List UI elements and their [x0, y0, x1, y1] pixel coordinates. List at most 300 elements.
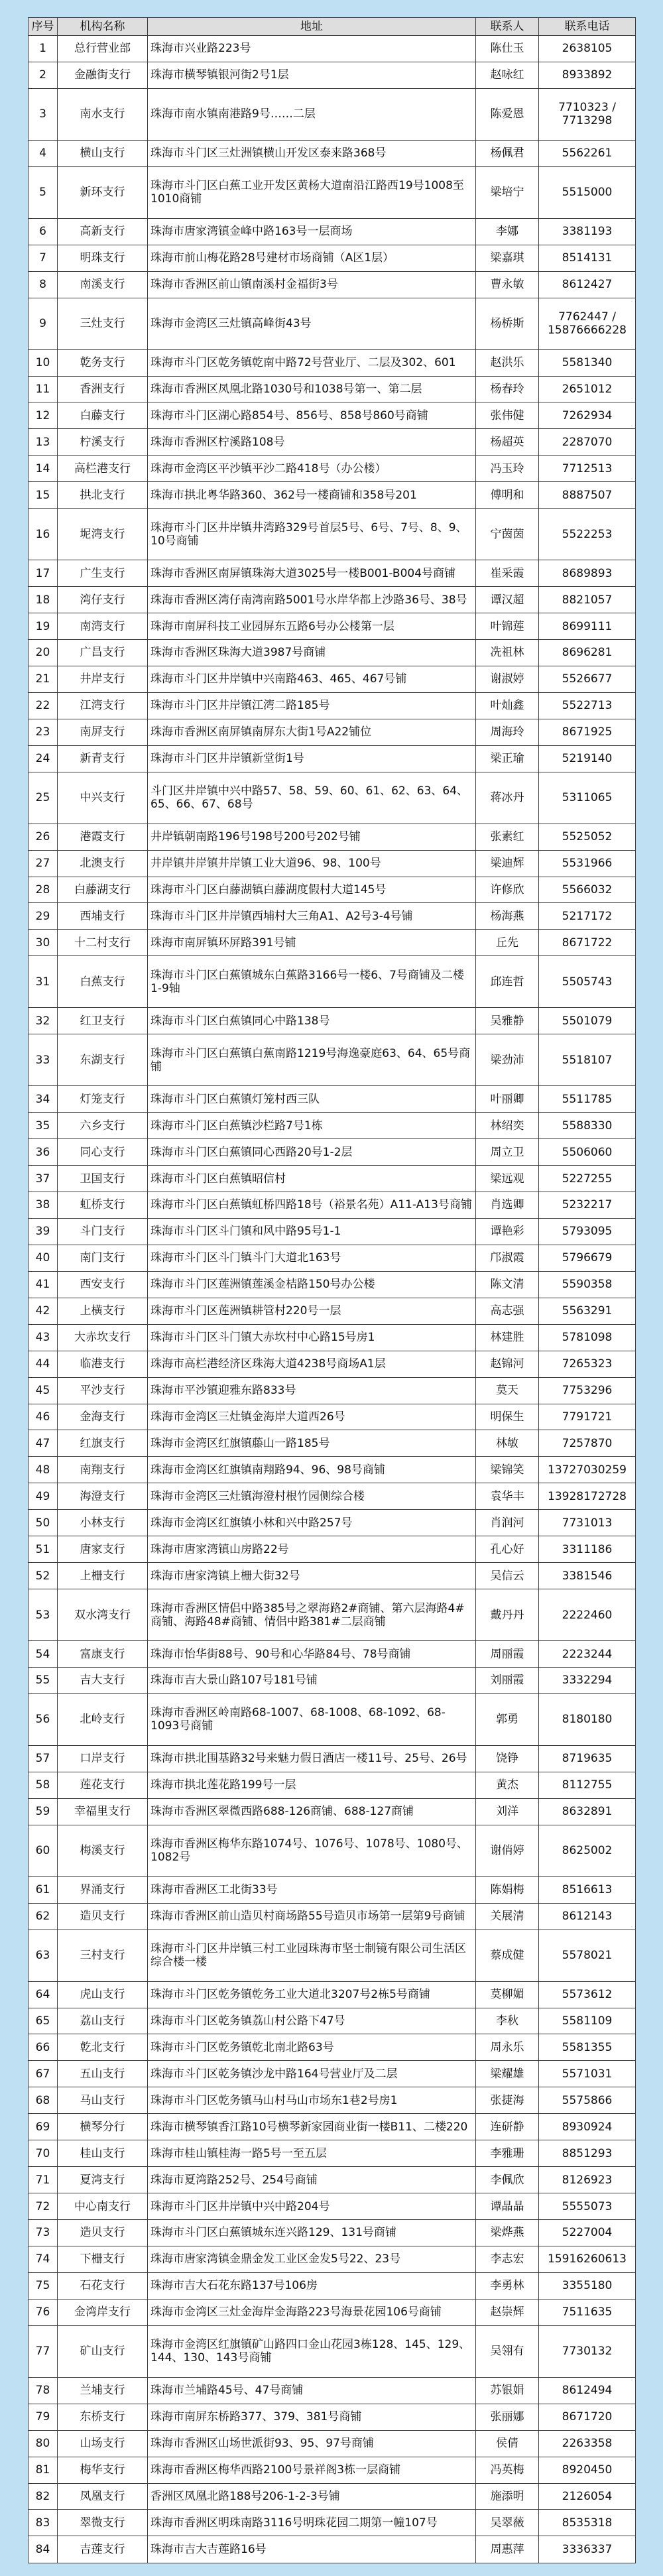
branch-address: 珠海市斗门区乾务镇荔山村公路下47号: [148, 2008, 476, 2034]
branch-address: 珠海市斗门区斗门镇斗门大道北163号: [148, 1245, 476, 1271]
contact-phone: 7262934: [539, 402, 636, 429]
row-number: 42: [29, 1298, 58, 1324]
contact-person: 刘丽霞: [476, 1668, 539, 1694]
branch-address: 珠海市南水镇南港路9号……二层: [148, 88, 476, 140]
table-row: [29, 218, 636, 245]
contact-person: 苏银娟: [476, 2377, 539, 2404]
contact-person: 吴翠薇: [476, 2510, 539, 2536]
contact-person: 杨春玲: [476, 376, 539, 402]
table-row: [29, 1034, 636, 1086]
branch-address: 珠海市香洲区山场世派街93、95、97号商铺: [148, 2430, 476, 2457]
branch-name: 南湾支行: [58, 613, 148, 640]
contact-person: 饶铮: [476, 1745, 539, 1772]
branch-address: 珠海市斗门区莲洲镇莲溪金桔路150号办公楼: [148, 1271, 476, 1298]
table-row: [29, 2034, 636, 2061]
branch-name: 石花支行: [58, 2272, 148, 2299]
contact-person: 李勇林: [476, 2272, 539, 2299]
contact-phone: 5526677: [539, 666, 636, 692]
contact-person: 吴信云: [476, 1563, 539, 1589]
branch-address: 珠海市南屏东桥路377、379、381号商铺: [148, 2404, 476, 2430]
branch-name: 南门支行: [58, 1245, 148, 1271]
branch-name: 斗门支行: [58, 1218, 148, 1245]
branch-name: 吉莲支行: [58, 2536, 148, 2563]
row-number: 14: [29, 456, 58, 482]
contact-phone: 8535318: [539, 2510, 636, 2536]
branch-address: 珠海市斗门区井岸镇江湾二路185号: [148, 692, 476, 719]
table-row: [29, 2430, 636, 2457]
contact-phone: 5566032: [539, 877, 636, 903]
contact-phone: 8696281: [539, 640, 636, 666]
branch-name: 唐家支行: [58, 1536, 148, 1563]
contact-phone: 8671720: [539, 2404, 636, 2430]
contact-phone: 5511785: [539, 1086, 636, 1113]
branch-name: 北岭支行: [58, 1693, 148, 1745]
branch-address: 珠海市香洲区柠溪路108号: [148, 429, 476, 456]
branch-name: 虹桥支行: [58, 1192, 148, 1219]
branch-name: 红卫支行: [58, 1008, 148, 1034]
contact-phone: 5562261: [539, 140, 636, 166]
contact-person: 郭勇: [476, 1693, 539, 1745]
contact-phone: 8671722: [539, 930, 636, 956]
row-number: 19: [29, 613, 58, 640]
branch-address: 珠海市金湾区三灶镇高峰街43号: [148, 298, 476, 349]
branch-address: 珠海市平沙镇迎雅东路833号: [148, 1377, 476, 1404]
row-number: 30: [29, 930, 58, 956]
contact-phone: 3332294: [539, 1668, 636, 1694]
table-row: [29, 245, 636, 271]
branch-name: 南水支行: [58, 88, 148, 140]
table-row: [29, 482, 636, 509]
branch-address: 珠海市金湾区三灶镇海澄村根竹园侧综合楼: [148, 1483, 476, 1510]
contact-person: 冯玉玲: [476, 456, 539, 482]
contact-person: 张伟健: [476, 402, 539, 429]
branch-address: 珠海市桂山镇桂海一路5号一至五层: [148, 2140, 476, 2167]
branch-address: 珠海市斗门区井岸镇新堂街1号: [148, 745, 476, 772]
row-number: 73: [29, 2220, 58, 2246]
table-row: [29, 1693, 636, 1745]
table-row: [29, 36, 636, 62]
table-row: [29, 2193, 636, 2220]
contact-phone: 2638105: [539, 36, 636, 62]
contact-person: 冯英梅: [476, 2457, 539, 2483]
branch-name: 梅华支行: [58, 2457, 148, 2483]
contact-phone: 7753296: [539, 1377, 636, 1404]
branch-name: 白藤支行: [58, 402, 148, 429]
contact-person: 杨桥斯: [476, 298, 539, 349]
branch-address: 珠海市斗门区白蕉工业开发区黄杨大道南沿江路西19号1008至1010商铺: [148, 166, 476, 218]
contact-phone: 5505743: [539, 956, 636, 1008]
table-row: [29, 956, 636, 1008]
row-number: 43: [29, 1324, 58, 1351]
table-row: [29, 1589, 636, 1641]
contact-person: 梁迪辉: [476, 850, 539, 877]
branch-address: 珠海市斗门区三灶洲镇横山开发区泰来路368号: [148, 140, 476, 166]
branch-name: 乾北支行: [58, 2034, 148, 2061]
table-row: [29, 1745, 636, 1772]
table-row: [29, 1166, 636, 1192]
branch-address: 珠海市香洲区珠海大道3987号商铺: [148, 640, 476, 666]
contact-phone: 2126054: [539, 2483, 636, 2510]
contact-person: 梁烨燕: [476, 2220, 539, 2246]
table-row: [29, 692, 636, 719]
contact-person: 吴雅静: [476, 1008, 539, 1034]
row-number: 5: [29, 166, 58, 218]
row-number: 36: [29, 1139, 58, 1166]
contact-person: 傅明和: [476, 482, 539, 509]
contact-person: 周惠萍: [476, 2536, 539, 2563]
row-number: 44: [29, 1351, 58, 1377]
table-row: [29, 2377, 636, 2404]
contact-phone: 5796679: [539, 1245, 636, 1271]
row-number: 35: [29, 1113, 58, 1139]
contact-phone: 8933892: [539, 62, 636, 88]
contact-phone: 5590358: [539, 1271, 636, 1298]
contact-person: 李娜: [476, 218, 539, 245]
row-number: 54: [29, 1641, 58, 1668]
branch-address: 珠海市斗门区乾务镇乾北南北路63号: [148, 2034, 476, 2061]
table-row: [29, 2483, 636, 2510]
contact-person: 肖润河: [476, 1510, 539, 1536]
contact-person: 连研静: [476, 2114, 539, 2140]
contact-phone: 15916260613: [539, 2246, 636, 2272]
contact-phone: 3381193: [539, 218, 636, 245]
branch-name: 卫国支行: [58, 1166, 148, 1192]
branch-name: 翠微支行: [58, 2510, 148, 2536]
branch-address: 珠海市香洲区梅华西路2100号景祥阁3栋一层商铺: [148, 2457, 476, 2483]
branch-name: 凤凰支行: [58, 2483, 148, 2510]
contact-person: 陈文清: [476, 1271, 539, 1298]
row-number: 81: [29, 2457, 58, 2483]
branch-address: 珠海市斗门区斗门镇和风中路95号1-1: [148, 1218, 476, 1245]
branch-name: 六乡支行: [58, 1113, 148, 1139]
table-row: [29, 1772, 636, 1798]
table-row: [29, 2510, 636, 2536]
table-row: [29, 88, 636, 140]
table-row: [29, 1218, 636, 1245]
row-number: 83: [29, 2510, 58, 2536]
branch-name: 莲花支行: [58, 1772, 148, 1798]
row-number: 63: [29, 1930, 58, 1981]
table-row: [29, 2220, 636, 2246]
table-row: [29, 349, 636, 376]
branch-address: 珠海市斗门区井岸镇中兴中路204号: [148, 2193, 476, 2220]
row-number: 32: [29, 1008, 58, 1034]
table-row: [29, 2325, 636, 2377]
contact-phone: 5571031: [539, 2061, 636, 2087]
table-row: [29, 456, 636, 482]
contact-phone: 2223244: [539, 1641, 636, 1668]
table-row: [29, 1086, 636, 1113]
contact-phone: 3336337: [539, 2536, 636, 2563]
branch-address: 珠海市斗门区白蕉镇同心西路20号1-2层: [148, 1139, 476, 1166]
row-number: 17: [29, 560, 58, 587]
contact-person: 曹永敏: [476, 271, 539, 298]
contact-phone: 7712513: [539, 456, 636, 482]
row-number: 38: [29, 1192, 58, 1219]
contact-phone: 5219140: [539, 745, 636, 772]
branch-name: 北澳支行: [58, 850, 148, 877]
contact-person: 周海玲: [476, 719, 539, 745]
contact-person: 许修欣: [476, 877, 539, 903]
contact-person: 蒋冰丹: [476, 772, 539, 824]
row-number: 33: [29, 1034, 58, 1086]
contact-person: 叶灿鑫: [476, 692, 539, 719]
branch-address: 珠海市斗门区井岸镇中兴南路463、465、467号铺: [148, 666, 476, 692]
row-number: 74: [29, 2246, 58, 2272]
row-number: 79: [29, 2404, 58, 2430]
branch-name: 白藤湖支行: [58, 877, 148, 903]
branch-name: 桂山支行: [58, 2140, 148, 2167]
row-number: 51: [29, 1536, 58, 1563]
contact-phone: 5506060: [539, 1139, 636, 1166]
row-number: 23: [29, 719, 58, 745]
contact-person: 莫柳媚: [476, 1981, 539, 2008]
branch-name: 海澄支行: [58, 1483, 148, 1510]
contact-person: 赵锦河: [476, 1351, 539, 1377]
table-row: [29, 903, 636, 930]
row-number: 3: [29, 88, 58, 140]
branch-address: 香洲区凤凰北路188号206-1-2-3号铺: [148, 2483, 476, 2510]
contact-person: 赵咏红: [476, 62, 539, 88]
contact-person: 李佩欣: [476, 2167, 539, 2193]
branch-address: 珠海市金湾区三灶镇金海岸大道西26号: [148, 1404, 476, 1430]
contact-phone: 2222460: [539, 1589, 636, 1641]
row-number: 9: [29, 298, 58, 349]
row-number: 49: [29, 1483, 58, 1510]
row-number: 53: [29, 1589, 58, 1641]
branch-name: 中心南支行: [58, 2193, 148, 2220]
contact-phone: 8699111: [539, 613, 636, 640]
header-address: 地址: [148, 18, 476, 36]
row-number: 6: [29, 218, 58, 245]
contact-phone: 5581340: [539, 349, 636, 376]
table-row: [29, 1981, 636, 2008]
contact-phone: 7511635: [539, 2299, 636, 2325]
table-row: [29, 1298, 636, 1324]
branch-address: 珠海市金湾区红旗镇南翔路94、96、98号商铺: [148, 1457, 476, 1483]
branch-address: 珠海市斗门区斗门镇大赤坎村中心路15号房1: [148, 1324, 476, 1351]
branch-name: 高栏港支行: [58, 456, 148, 482]
row-number: 62: [29, 1903, 58, 1930]
branch-name: 荔山支行: [58, 2008, 148, 2034]
row-number: 2: [29, 62, 58, 88]
contact-phone: 5793095: [539, 1218, 636, 1245]
branch-address: 珠海市香洲区湾仔南湾南路5001号水岸华都上沙路36号、38号: [148, 587, 476, 613]
row-number: 34: [29, 1086, 58, 1113]
contact-phone: 8612143: [539, 1903, 636, 1930]
table-row: [29, 2536, 636, 2563]
branch-name: 界涌支行: [58, 1876, 148, 1903]
branch-name: 中兴支行: [58, 772, 148, 824]
contact-person: 谭艳彩: [476, 1218, 539, 1245]
row-number: 47: [29, 1430, 58, 1457]
branch-name: 红旗支行: [58, 1430, 148, 1457]
branch-name: 平沙支行: [58, 1377, 148, 1404]
contact-person: 李雅珊: [476, 2140, 539, 2167]
contact-phone: 5232217: [539, 1192, 636, 1219]
contact-phone: 5531966: [539, 850, 636, 877]
row-number: 13: [29, 429, 58, 456]
contact-phone: 8632891: [539, 1798, 636, 1825]
table-row: [29, 1483, 636, 1510]
table-row: [29, 2114, 636, 2140]
row-number: 71: [29, 2167, 58, 2193]
table-row: [29, 1798, 636, 1825]
branch-address: 珠海市兰埔路45号、47号商铺: [148, 2377, 476, 2404]
branch-address: 珠海市香洲区工北街33号: [148, 1876, 476, 1903]
contact-phone: 8851293: [539, 2140, 636, 2167]
contact-phone: 8180180: [539, 1693, 636, 1745]
contact-person: 杨佩君: [476, 140, 539, 166]
row-number: 70: [29, 2140, 58, 2167]
branch-name: 南翔支行: [58, 1457, 148, 1483]
table-row: [29, 1430, 636, 1457]
table-row: [29, 1192, 636, 1219]
branch-address: 珠海市斗门区莲洲镇耕管村220号一层: [148, 1298, 476, 1324]
row-number: 50: [29, 1510, 58, 1536]
contact-person: 黄杰: [476, 1772, 539, 1798]
branch-name: 广生支行: [58, 560, 148, 587]
table-row: [29, 62, 636, 88]
row-number: 7: [29, 245, 58, 271]
table-row: [29, 2167, 636, 2193]
contact-person: 邝淑霞: [476, 1245, 539, 1271]
contact-person: 施添明: [476, 2483, 539, 2510]
branch-name: 矿山支行: [58, 2325, 148, 2377]
table-row: [29, 1825, 636, 1876]
branch-name: 临港支行: [58, 1351, 148, 1377]
branch-address: 珠海市香洲区南屏镇珠海大道3025号一楼B001-B004号商铺: [148, 560, 476, 587]
header-contact: 联系人: [476, 18, 539, 36]
branch-address: 珠海市吉大石花东路137号106房: [148, 2272, 476, 2299]
contact-person: 李志宏: [476, 2246, 539, 2272]
branch-address: 珠海市拱北莲花路199号一层: [148, 1772, 476, 1798]
contact-phone: 3311186: [539, 1536, 636, 1563]
branch-address: 珠海市唐家湾镇上栅大街32号: [148, 1563, 476, 1589]
row-number: 27: [29, 850, 58, 877]
branch-name: 马山支行: [58, 2087, 148, 2114]
contact-person: 李秋: [476, 2008, 539, 2034]
branch-name: 十二村支行: [58, 930, 148, 956]
branch-name: 幸福里支行: [58, 1798, 148, 1825]
contact-person: 梁远观: [476, 1166, 539, 1192]
contact-phone: 5227255: [539, 1166, 636, 1192]
table-row: [29, 877, 636, 903]
branch-address: 珠海市斗门区白蕉镇灯笼村西三队: [148, 1086, 476, 1113]
branch-address: 珠海市金湾区红旗镇藤山一路185号: [148, 1430, 476, 1457]
table-row: [29, 1351, 636, 1377]
table-row: [29, 429, 636, 456]
branch-name: 江湾支行: [58, 692, 148, 719]
branch-name: 金海支行: [58, 1404, 148, 1430]
contact-person: 林绍奕: [476, 1113, 539, 1139]
row-number: 21: [29, 666, 58, 692]
contact-person: 林建胜: [476, 1324, 539, 1351]
branch-address: 珠海市斗门区井岸镇西埔村大三角A1、A2号3-4号铺: [148, 903, 476, 930]
branch-name: 上栅支行: [58, 1563, 148, 1589]
contact-person: 张素红: [476, 824, 539, 850]
branch-address: 珠海市南屏科技工业园屏东五路6号办公楼第一层: [148, 613, 476, 640]
table-row: [29, 930, 636, 956]
contact-phone: 8671925: [539, 719, 636, 745]
branch-address: 珠海市香洲区明珠南路3116号明珠花园二期第一幢107号: [148, 2510, 476, 2536]
row-number: 82: [29, 2483, 58, 2510]
contact-person: 梁耀雄: [476, 2061, 539, 2087]
branch-address: 珠海市吉大景山路107号181号铺: [148, 1668, 476, 1694]
table-row: [29, 1271, 636, 1298]
contact-phone: 8514131: [539, 245, 636, 271]
contact-person: 谭晶晶: [476, 2193, 539, 2220]
branch-address: 珠海市南屏镇环屏路391号铺: [148, 930, 476, 956]
contact-phone: 7791721: [539, 1404, 636, 1430]
contact-person: 丘先: [476, 930, 539, 956]
contact-phone: 2651012: [539, 376, 636, 402]
contact-person: 邱连哲: [476, 956, 539, 1008]
row-number: 46: [29, 1404, 58, 1430]
table-row: [29, 2061, 636, 2087]
branch-name: 灯笼支行: [58, 1086, 148, 1113]
table-row: [29, 1139, 636, 1166]
row-number: 56: [29, 1693, 58, 1745]
row-number: 12: [29, 402, 58, 429]
table-row: [29, 560, 636, 587]
contact-person: 梁锦笑: [476, 1457, 539, 1483]
contact-person: 林敏: [476, 1430, 539, 1457]
branch-name: 双水湾支行: [58, 1589, 148, 1641]
contact-phone: 7265323: [539, 1351, 636, 1377]
table-row: [29, 745, 636, 772]
branch-name: 横琴分行: [58, 2114, 148, 2140]
branch-name: 金湾岸支行: [58, 2299, 148, 2325]
row-number: 1: [29, 36, 58, 62]
branch-address: 珠海市怡华街88号、90号和心华路84号、78号商铺: [148, 1641, 476, 1668]
row-number: 55: [29, 1668, 58, 1694]
branch-name: 吉大支行: [58, 1668, 148, 1694]
branch-address: 珠海市高栏港经济区珠海大道4238号商场A1层: [148, 1351, 476, 1377]
branch-address: 珠海市金湾区三灶金海岸金海路223号海景花园106号商铺: [148, 2299, 476, 2325]
branch-name: 高新支行: [58, 218, 148, 245]
branch-name: 湾仔支行: [58, 587, 148, 613]
branch-address: 井岸镇井岸镇井岸镇工业大道96、98、100号: [148, 850, 476, 877]
contact-person: 高志强: [476, 1298, 539, 1324]
contact-person: 梁嘉琪: [476, 245, 539, 271]
branch-address: 珠海市香洲区情侣中路385号之翠海路2#商铺、第六层海路4#商铺、海路48#商铺、情侣中路381#二层商铺: [148, 1589, 476, 1641]
branch-name: 新环支行: [58, 166, 148, 218]
contact-phone: 5581109: [539, 2008, 636, 2034]
branch-address: 珠海市横琴镇银河街2号1层: [148, 62, 476, 88]
table-row: [29, 166, 636, 218]
contact-phone: 5575866: [539, 2087, 636, 2114]
row-number: 64: [29, 1981, 58, 2008]
table-row: [29, 640, 636, 666]
row-number: 48: [29, 1457, 58, 1483]
branch-name: 乾务支行: [58, 349, 148, 376]
branch-name: 新青支行: [58, 745, 148, 772]
contact-phone: 8689893: [539, 560, 636, 587]
contact-phone: 7762447 / 15876666228: [539, 298, 636, 349]
contact-phone: 8612427: [539, 271, 636, 298]
branch-name: 兰埔支行: [58, 2377, 148, 2404]
branch-name: 山场支行: [58, 2430, 148, 2457]
contact-person: 梁培宁: [476, 166, 539, 218]
table-row: [29, 1930, 636, 1981]
contact-person: 关展清: [476, 1903, 539, 1930]
branch-name: 白蕉支行: [58, 956, 148, 1008]
branch-name: 富康支行: [58, 1641, 148, 1668]
branch-address: 珠海市拱北粤华路360、362号一楼商铺和358号201: [148, 482, 476, 509]
header-no: 序号: [29, 18, 58, 36]
row-number: 8: [29, 271, 58, 298]
